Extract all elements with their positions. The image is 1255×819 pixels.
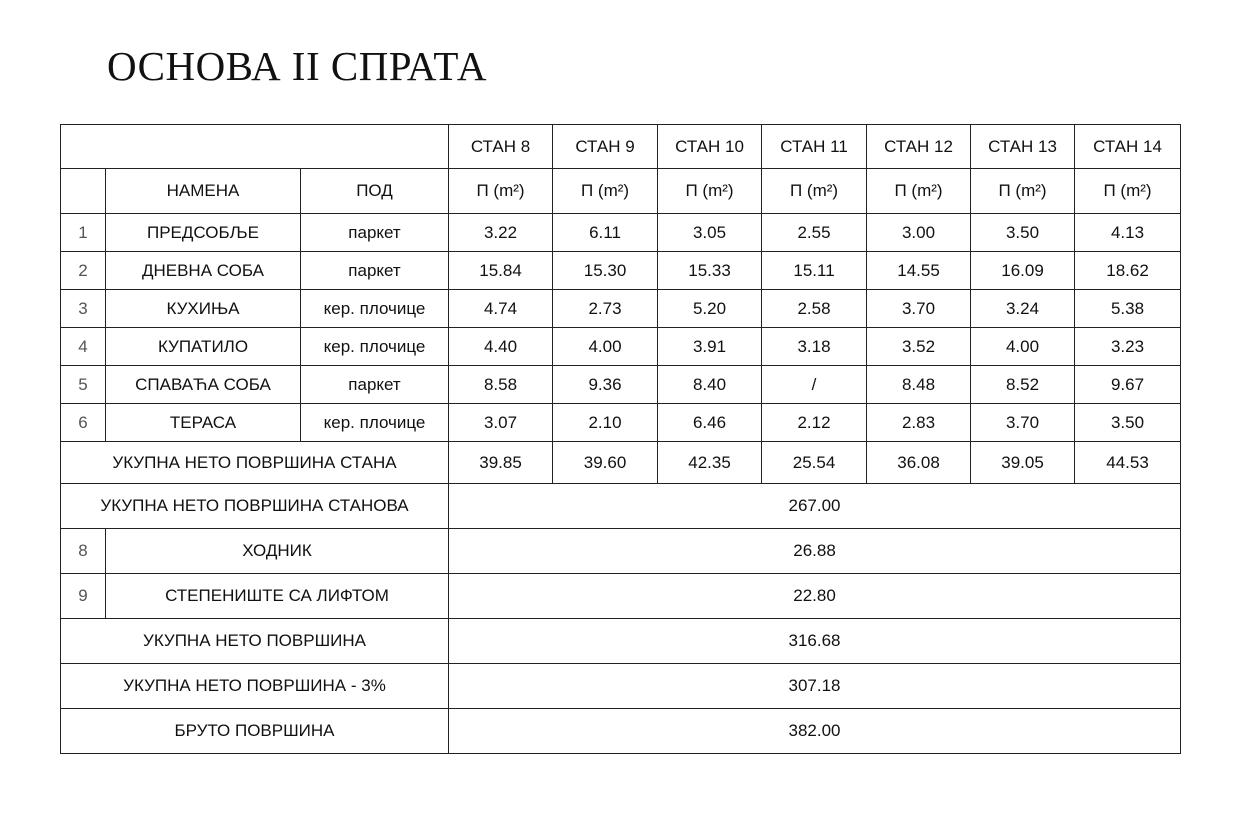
- unit-header: П (m²): [1075, 169, 1181, 214]
- net-total-value: 316.68: [449, 619, 1181, 664]
- room-name: КУПАТИЛО: [106, 328, 301, 366]
- apartment-header: СТАН 12: [867, 125, 971, 169]
- floor-header: ПОД: [301, 169, 449, 214]
- area-cell: 4.00: [553, 328, 658, 366]
- unit-header: П (m²): [971, 169, 1075, 214]
- area-cell: 15.11: [762, 252, 867, 290]
- table-row: [61, 214, 1181, 252]
- room-floor: паркет: [301, 366, 449, 404]
- net-total-row: [61, 619, 1181, 664]
- gross-total-label: БРУТО ПОВРШИНА: [61, 709, 449, 754]
- apartments-total-label: УКУПНА НЕТО ПОВРШИНА СТАНОВА: [61, 484, 449, 529]
- area-cell: 3.91: [658, 328, 762, 366]
- area-cell: 4.74: [449, 290, 553, 328]
- room-name: ДНЕВНА СОБА: [106, 252, 301, 290]
- area-cell: 4.00: [971, 328, 1075, 366]
- gross-total-row: [61, 709, 1181, 754]
- net-minus-row: [61, 664, 1181, 709]
- room-floor: паркет: [301, 252, 449, 290]
- stairs-name: СТЕПЕНИШТЕ СА ЛИФТОМ: [106, 574, 449, 619]
- room-name: КУХИЊА: [106, 290, 301, 328]
- net-minus-label: УКУПНА НЕТО ПОВРШИНА - 3%: [61, 664, 449, 709]
- area-cell: 2.10: [553, 404, 658, 442]
- header-blank-cell: [61, 125, 449, 169]
- area-cell: 3.50: [971, 214, 1075, 252]
- room-floor: кер. плочице: [301, 404, 449, 442]
- room-floor: паркет: [301, 214, 449, 252]
- apartment-total-row: [61, 442, 1181, 484]
- unit-header: П (m²): [867, 169, 971, 214]
- area-cell: 4.13: [1075, 214, 1181, 252]
- page-title: ОСНОВА II СПРАТА: [107, 43, 487, 89]
- total-cell: 44.53: [1075, 442, 1181, 484]
- area-cell: 18.62: [1075, 252, 1181, 290]
- unit-header: П (m²): [553, 169, 658, 214]
- room-number: 3: [61, 290, 106, 328]
- room-number: 2: [61, 252, 106, 290]
- header-row-columns: [61, 169, 1181, 214]
- room-floor: кер. плочице: [301, 328, 449, 366]
- area-cell: 2.12: [762, 404, 867, 442]
- area-cell: 3.00: [867, 214, 971, 252]
- apartment-header: СТАН 14: [1075, 125, 1181, 169]
- area-cell: 3.22: [449, 214, 553, 252]
- area-cell: 3.50: [1075, 404, 1181, 442]
- apartment-header: СТАН 9: [553, 125, 658, 169]
- room-number: 9: [61, 574, 106, 619]
- area-cell: 4.40: [449, 328, 553, 366]
- area-cell: 3.18: [762, 328, 867, 366]
- area-cell: 15.33: [658, 252, 762, 290]
- room-number: 5: [61, 366, 106, 404]
- area-cell: 2.83: [867, 404, 971, 442]
- area-cell: 6.46: [658, 404, 762, 442]
- room-number: 1: [61, 214, 106, 252]
- unit-header: П (m²): [449, 169, 553, 214]
- total-cell: 39.85: [449, 442, 553, 484]
- total-cell: 36.08: [867, 442, 971, 484]
- table-row: [61, 366, 1181, 404]
- area-cell: 3.07: [449, 404, 553, 442]
- area-table: [60, 124, 1181, 754]
- area-cell: 6.11: [553, 214, 658, 252]
- area-cell: 5.20: [658, 290, 762, 328]
- room-name: СПАВАЋА СОБА: [106, 366, 301, 404]
- table-row: [61, 328, 1181, 366]
- apartment-header: СТАН 11: [762, 125, 867, 169]
- total-cell: 39.05: [971, 442, 1075, 484]
- room-number: 4: [61, 328, 106, 366]
- room-floor: кер. плочице: [301, 290, 449, 328]
- area-cell: 15.30: [553, 252, 658, 290]
- corridor-value: 26.88: [449, 529, 1181, 574]
- name-header: НАМЕНА: [106, 169, 301, 214]
- net-total-label: УКУПНА НЕТО ПОВРШИНА: [61, 619, 449, 664]
- table-row: [61, 252, 1181, 290]
- apartment-header: СТАН 13: [971, 125, 1075, 169]
- apartments-total-value: 267.00: [449, 484, 1181, 529]
- area-cell: 8.40: [658, 366, 762, 404]
- stairs-row: [61, 574, 1181, 619]
- table-row: [61, 290, 1181, 328]
- area-cell: 9.67: [1075, 366, 1181, 404]
- unit-header: П (m²): [762, 169, 867, 214]
- gross-total-value: 382.00: [449, 709, 1181, 754]
- area-cell: 8.52: [971, 366, 1075, 404]
- area-cell: 3.70: [867, 290, 971, 328]
- apartment-header: СТАН 10: [658, 125, 762, 169]
- area-cell: 16.09: [971, 252, 1075, 290]
- area-cell: 3.70: [971, 404, 1075, 442]
- number-header-cell: [61, 169, 106, 214]
- room-number: 8: [61, 529, 106, 574]
- apartment-total-label: УКУПНА НЕТО ПОВРШИНА СТАНА: [61, 442, 449, 484]
- net-minus-value: 307.18: [449, 664, 1181, 709]
- area-cell: 8.48: [867, 366, 971, 404]
- room-number: 6: [61, 404, 106, 442]
- apartments-total-row: [61, 484, 1181, 529]
- area-cell: 14.55: [867, 252, 971, 290]
- area-cell: 5.38: [1075, 290, 1181, 328]
- area-cell: 8.58: [449, 366, 553, 404]
- area-cell: 3.52: [867, 328, 971, 366]
- area-cell: 9.36: [553, 366, 658, 404]
- area-cell: /: [762, 366, 867, 404]
- header-row-apartments: [61, 125, 1181, 169]
- area-cell: 15.84: [449, 252, 553, 290]
- area-cell: 3.23: [1075, 328, 1181, 366]
- apartment-header: СТАН 8: [449, 125, 553, 169]
- corridor-name: ХОДНИК: [106, 529, 449, 574]
- room-name: ПРЕДСОБЉЕ: [106, 214, 301, 252]
- area-cell: 2.55: [762, 214, 867, 252]
- total-cell: 25.54: [762, 442, 867, 484]
- corridor-row: [61, 529, 1181, 574]
- room-name: ТЕРАСА: [106, 404, 301, 442]
- area-cell: 3.05: [658, 214, 762, 252]
- unit-header: П (m²): [658, 169, 762, 214]
- area-cell: 3.24: [971, 290, 1075, 328]
- total-cell: 42.35: [658, 442, 762, 484]
- stairs-value: 22.80: [449, 574, 1181, 619]
- area-cell: 2.73: [553, 290, 658, 328]
- table-row: [61, 404, 1181, 442]
- total-cell: 39.60: [553, 442, 658, 484]
- area-cell: 2.58: [762, 290, 867, 328]
